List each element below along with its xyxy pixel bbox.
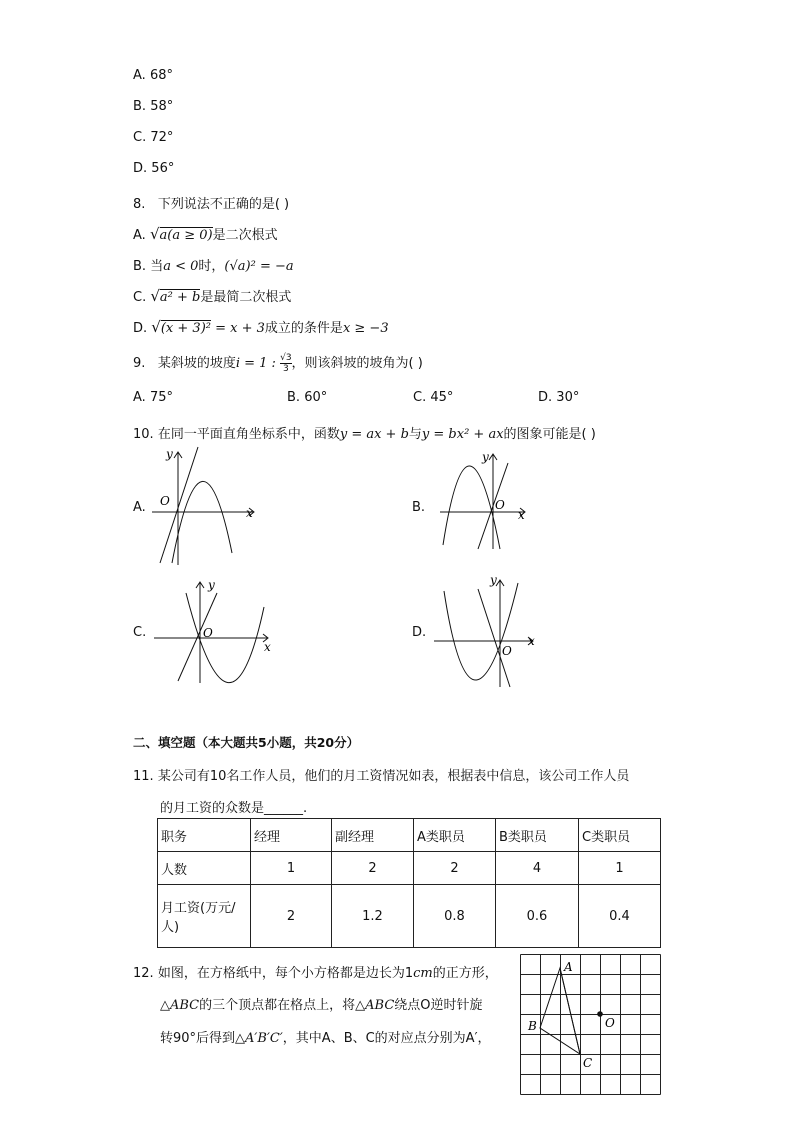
x-label: x	[246, 506, 253, 520]
table-cell: 0.6	[496, 885, 579, 948]
x-label: x	[528, 634, 535, 648]
q7-option-d: D. 56°	[133, 161, 175, 176]
table-cell: 1.2	[332, 885, 414, 948]
q9-option-d: D. 30°	[538, 390, 580, 405]
q8-option-a: A. √a(a ≥ 0)是二次根式	[133, 225, 278, 243]
q10-graph-c	[150, 575, 275, 687]
origin-label: O	[495, 498, 505, 512]
table-cell: 2	[414, 852, 496, 885]
q11-line1: 11. 某公司有10名工作人员，他们的月工资情况如表，根据表中信息，该公司工作人员	[133, 769, 630, 784]
q8-option-d: D. √(x + 3)² = x + 3成立的条件是x ≥ −3	[133, 318, 389, 336]
table-cell: 人数	[158, 852, 251, 885]
table-cell: 1	[579, 852, 661, 885]
y-label: y	[490, 573, 497, 587]
q10-graph-a	[150, 445, 262, 570]
q12-line2: △ABC的三个顶点都在格点上，将△ABC绕点O逆时针旋	[160, 998, 483, 1013]
origin-label: O	[203, 626, 213, 640]
parabola-graph	[172, 481, 232, 563]
q12-line3: 转90°后得到△A′B′C′，其中A、B、C的对应点分别为A′，	[160, 1031, 491, 1046]
x-label: x	[518, 508, 525, 522]
origin-label: O	[160, 494, 170, 508]
y-label: y	[166, 447, 173, 461]
parabola-graph	[443, 466, 500, 549]
q10-graph-b	[438, 445, 533, 555]
table-header: 副经理	[332, 819, 414, 852]
table-header: A类职员	[414, 819, 496, 852]
vertex-label-b: B	[528, 1019, 537, 1033]
q12-line1: 12. 如图，在方格纸中，每个小方格都是边长为1cm的正方形，	[133, 966, 498, 981]
q10-option-a-label: A.	[133, 500, 146, 515]
table-row	[158, 852, 661, 885]
y-label: y	[208, 578, 215, 592]
point-label-o: O	[605, 1016, 615, 1030]
vertex-label-c: C	[583, 1056, 593, 1070]
section-2-title: 二、填空题（本大题共5小题，共20分）	[133, 735, 360, 750]
vertex-label-a: A	[564, 960, 573, 974]
q9-option-c: C. 45°	[413, 390, 454, 405]
table-cell: 0.4	[579, 885, 661, 948]
q9-option-a: A. 75°	[133, 390, 173, 405]
table-cell: 4	[496, 852, 579, 885]
table-cell: 0.8	[414, 885, 496, 948]
q8-option-c: C. √a² + b是最简二次根式	[133, 287, 292, 305]
origin-label: O	[502, 644, 512, 658]
table-cell: 2	[332, 852, 414, 885]
y-label: y	[482, 450, 489, 464]
q10-option-b-label: B.	[412, 500, 426, 515]
table-cell: 1	[251, 852, 332, 885]
q8-stem: 8. 下列说法不正确的是( )	[133, 197, 290, 212]
table-header: B类职员	[496, 819, 579, 852]
q10-stem: 10. 在同一平面直角坐标系中，函数y = ax + b与y = bx² + ax的图象可能是( )	[133, 427, 596, 442]
table-header: 职务	[158, 819, 251, 852]
q7-option-c: C. 72°	[133, 130, 174, 145]
wage-table	[157, 818, 661, 948]
line-graph	[478, 589, 510, 687]
q10-graph-d	[432, 573, 542, 691]
table-cell: 2	[251, 885, 332, 948]
q10-option-d-label: D.	[412, 625, 427, 640]
q8-option-b: B. 当a < 0时，(√a)² = −a	[133, 259, 294, 274]
q7-option-a: A. 68°	[133, 68, 173, 83]
q10-option-c-label: C.	[133, 625, 147, 640]
x-label: x	[264, 640, 271, 654]
q12-grid-figure	[520, 954, 662, 1096]
table-row	[158, 885, 661, 948]
rotation-center-point	[597, 1011, 603, 1017]
table-header-row	[158, 819, 661, 852]
q7-option-b: B. 58°	[133, 99, 174, 114]
q9-option-b: B. 60°	[287, 390, 328, 405]
triangle-edge-ac	[560, 968, 580, 1054]
table-header: C类职员	[579, 819, 661, 852]
table-header: 经理	[251, 819, 332, 852]
table-cell: 月工资(万元/ 人)	[158, 885, 251, 948]
q11-line2: 的月工资的众数是______.	[160, 801, 308, 816]
q9-stem: 9. 某斜坡的坡度i = 1 : $\frac{√3}{3}$ ，则该斜坡的坡角为( )	[133, 353, 423, 374]
